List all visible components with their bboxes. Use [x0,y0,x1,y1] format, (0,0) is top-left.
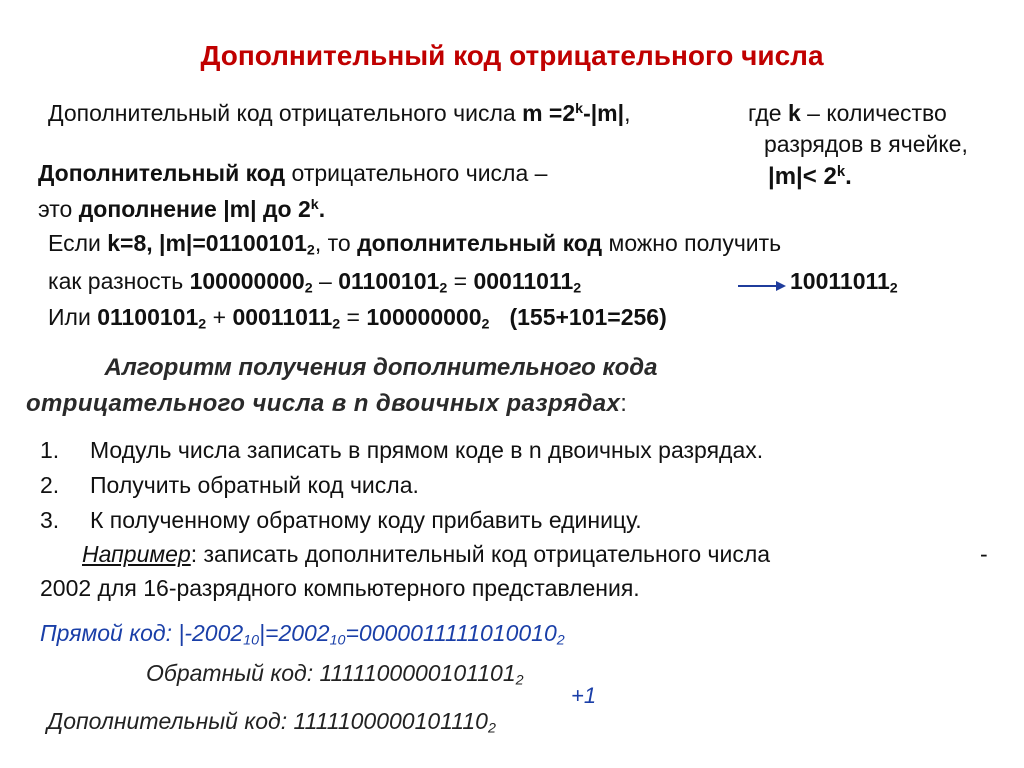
page-title: Дополнительный код отрицательного числа [200,40,824,71]
example-task-line-2: 2002 для 16-разрядного компьютерного представления. [40,575,640,601]
list-item: 1. Модуль числа записать в прямом коде в n двоичных разрядах. [40,437,764,463]
list-item: 3. К полученному обратному коду прибавить единицу. [40,507,642,533]
plus-one: +1 [571,683,597,708]
example-line-2: как разность $100000000_2 - 01100101_2 = 00011011_2$ [48,268,582,297]
example-task-minus: - [980,541,988,567]
formula: $m =2^k-|m|$ [522,100,625,126]
decimal-check: (155+101=256) [509,304,667,330]
algorithm-heading: Алгоритм получения дополнительного кода отрицательного числа в n двоичных разрядах: [26,354,658,417]
example-task-line-1: Например: записать дополнительный код отрицательного числа [82,541,771,567]
steps-list [40,433,763,538]
complement-code: Дополнительный код: $1111100000101110_2$ [47,708,496,737]
definition-line: Дополнительный код отрицательного числа $m =2^k-|m|$, [48,100,631,126]
list-item: 2. Получить обратный код числа. [40,472,419,498]
condition: $|m|< 2^k$. [768,163,852,190]
inverse-code: Обратный код: $1111100000101101_2$ [146,660,524,689]
complement-definition: Дополнительный код отрицательного числа – это дополнение |m| до 2$^k$. [38,160,548,222]
example-label: Например [82,541,191,567]
example-line-3: Или $01100101_2 + 00011011_2 = 100000000_2$ (155+101=256) [48,304,667,333]
complement-result: $10011011_2$ [790,268,898,297]
arrow-right-icon [738,278,788,294]
definition-text: Дополнительный код отрицательного числа [48,100,523,126]
where-k-text: где k – количество [748,100,947,126]
direct-code: Прямой код: $|-2002_{10}|=2002_{10}=0000011111010010_2$ [40,620,565,649]
where-k-line2: разрядов в ячейке, [764,131,968,157]
example-line-1: Если k=8, $|m|=01100101_2$, то дополнительный код можно получить [48,230,782,259]
